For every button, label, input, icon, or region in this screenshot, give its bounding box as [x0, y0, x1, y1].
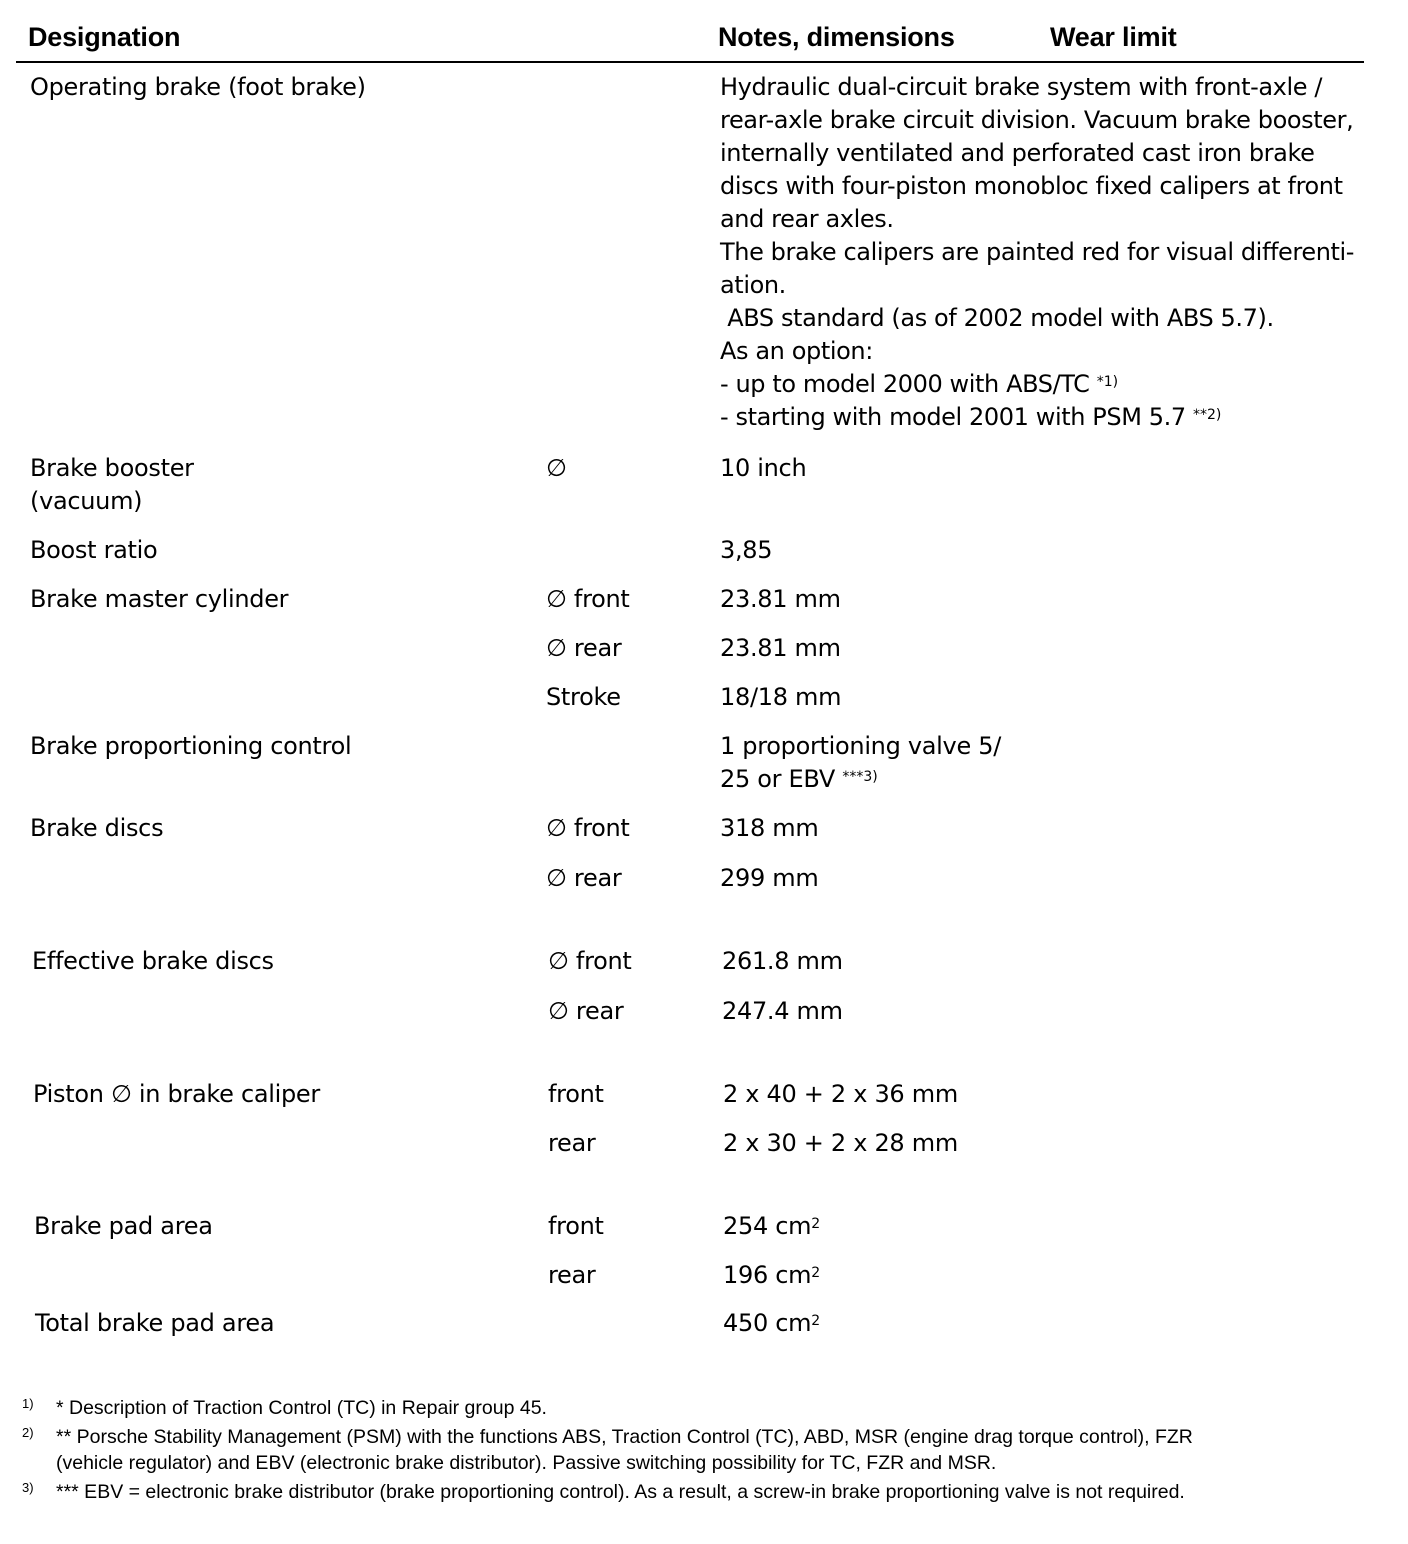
master-cylinder-rear-value: 23.81 mm [720, 634, 841, 662]
brake-booster-label-sub: (vacuum) [30, 487, 143, 515]
footnote-3 [22, 1479, 1362, 1505]
footnote-3-mark: 3) [22, 1480, 34, 1495]
piston-rear-value: 2 x 30 + 2 x 28 mm [723, 1129, 958, 1157]
description-line: ation. [720, 271, 786, 299]
pad-area-front-param: front [548, 1212, 604, 1240]
boost-ratio-value: 3,85 [720, 536, 773, 564]
pad-area-label: Brake pad area [34, 1212, 213, 1240]
description-line: ABS standard (as of 2002 model with ABS 5.7). [720, 304, 1274, 332]
unit-exponent: 2 [811, 1313, 821, 1329]
total-pad-area-number: 450 cm [723, 1309, 812, 1337]
master-cylinder-front-value: 23.81 mm [720, 585, 841, 613]
description-line: The brake calipers are painted red for visual differenti- [720, 238, 1355, 266]
proportioning-value: 1 proportioning valve 5/ [720, 732, 1001, 760]
pad-area-front-number: 254 cm [723, 1212, 812, 1240]
effective-discs-rear-value: 247.4 mm [722, 997, 843, 1025]
description-line: discs with four-piston monobloc fixed calipers at front [720, 172, 1343, 200]
brake-discs-rear-value: 299 mm [720, 864, 819, 892]
brake-discs-label: Brake discs [30, 814, 164, 842]
footnote-1-text: * Description of Traction Control (TC) in Repair group 45. [56, 1397, 547, 1419]
proportioning-value-line-2 [720, 763, 878, 796]
description-line: and rear axles. [720, 205, 894, 233]
master-cylinder-front-param: ∅ front [546, 585, 630, 613]
description-line: Hydraulic dual-circuit brake system with front-axle / [720, 73, 1323, 101]
description-line: As an option: [720, 337, 873, 365]
footnote-2-mark: 2) [22, 1425, 34, 1440]
unit-exponent: 2 [811, 1265, 821, 1281]
pad-area-front-value [723, 1210, 820, 1243]
proportioning-value-text: 25 or EBV [720, 765, 835, 793]
header-designation: Designation [28, 22, 181, 52]
pad-area-rear-value [723, 1259, 820, 1292]
operating-brake-label: Operating brake (foot brake) [30, 73, 366, 101]
header-wear-limit: Wear limit [1050, 22, 1177, 52]
header-rule [16, 61, 1364, 63]
description-line-text: - starting with model 2001 with PSM 5.7 [720, 403, 1186, 431]
boost-ratio-label: Boost ratio [30, 536, 158, 564]
brake-discs-front-param: ∅ front [546, 814, 630, 842]
description-line-text: - up to model 2000 with ABS/TC [720, 370, 1090, 398]
master-cylinder-stroke-param: Stroke [546, 683, 621, 711]
footnote-1 [22, 1395, 1362, 1421]
brake-booster-label: Brake booster [30, 454, 194, 482]
total-pad-area-label: Total brake pad area [35, 1309, 275, 1337]
master-cylinder-stroke-value: 18/18 mm [720, 683, 842, 711]
piston-label: Piston ∅ in brake caliper [33, 1080, 320, 1108]
master-cylinder-rear-param: ∅ rear [546, 634, 622, 662]
description-line: rear-axle brake circuit division. Vacuum brake booster, [720, 106, 1354, 134]
brake-booster-param: ∅ [546, 454, 567, 482]
brake-discs-front-value: 318 mm [720, 814, 819, 842]
description-line: internally ventilated and perforated cast iron brake [720, 139, 1315, 167]
pad-area-rear-param: rear [548, 1261, 596, 1289]
piston-front-value: 2 x 40 + 2 x 36 mm [723, 1080, 958, 1108]
brake-booster-value: 10 inch [720, 454, 807, 482]
effective-discs-front-value: 261.8 mm [722, 947, 843, 975]
footnote-2-text-line-2: (vehicle regulator) and EBV (electronic brake distributor). Passive switching possibility for TC, FZR and MSR. [56, 1452, 997, 1474]
description-line-option-1 [720, 368, 1354, 401]
effective-discs-label: Effective brake discs [32, 947, 274, 975]
footnote-ref-1: *1) [1096, 374, 1119, 390]
operating-brake-description [720, 71, 1354, 434]
footnote-2-text: ** Porsche Stability Management (PSM) with the functions ABS, Traction Control (TC), ABD, MSR (engine drag torque control), FZR [56, 1426, 1193, 1448]
piston-front-param: front [548, 1080, 604, 1108]
piston-rear-param: rear [548, 1129, 596, 1157]
proportioning-label: Brake proportioning control [30, 732, 352, 760]
unit-exponent: 2 [811, 1216, 821, 1232]
master-cylinder-label: Brake master cylinder [30, 585, 289, 613]
footnote-3-text: *** EBV = electronic brake distributor (brake proportioning control). As a result, a screw-in brake proportioning valve is not required. [56, 1481, 1185, 1503]
description-line-option-2 [720, 401, 1354, 434]
brake-discs-rear-param: ∅ rear [546, 864, 622, 892]
pad-area-rear-number: 196 cm [723, 1261, 812, 1289]
total-pad-area-value [723, 1307, 820, 1340]
footnote-1-mark: 1) [22, 1396, 34, 1411]
footnote-ref-2: **2) [1192, 407, 1222, 423]
effective-discs-rear-param: ∅ rear [548, 997, 624, 1025]
footnote-ref-3: ***3) [842, 769, 878, 785]
header-notes-dimensions: Notes, dimensions [718, 22, 955, 52]
effective-discs-front-param: ∅ front [548, 947, 632, 975]
footnote-2 [22, 1424, 1362, 1476]
